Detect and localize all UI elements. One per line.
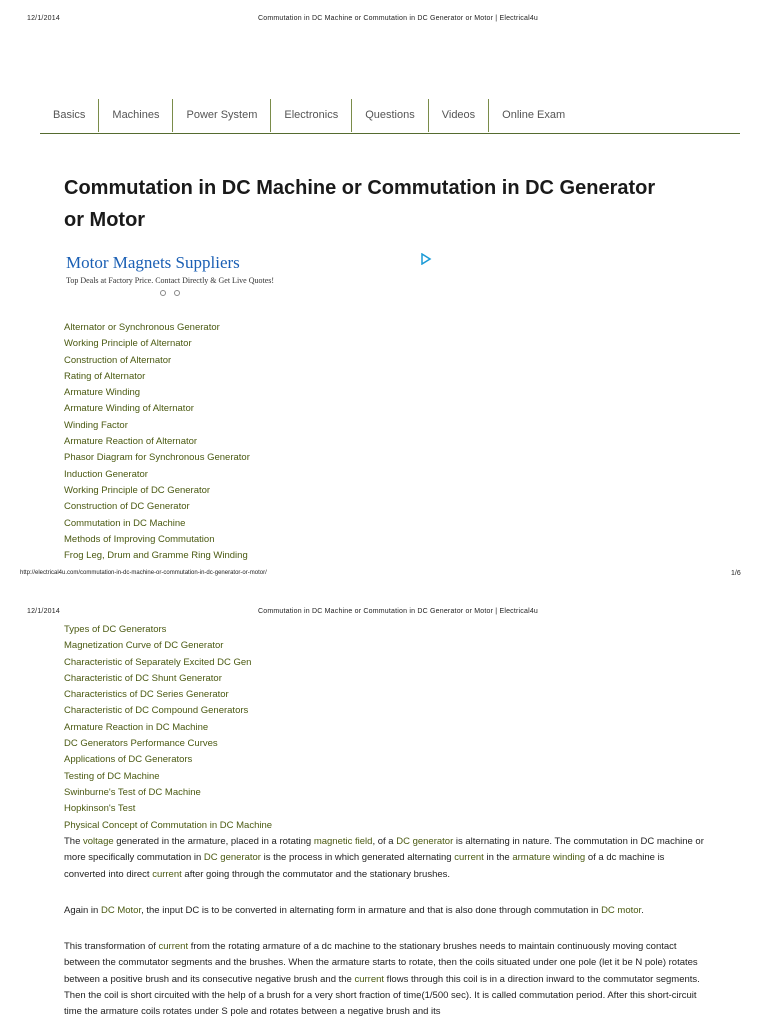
nav-tab-questions[interactable]: Questions bbox=[352, 99, 429, 132]
related-links-list bbox=[64, 622, 272, 834]
inline-link-current[interactable]: current bbox=[454, 852, 484, 864]
ad-title[interactable]: Motor Magnets Suppliers bbox=[66, 253, 240, 272]
related-link[interactable]: Working Principle of Alternator bbox=[64, 338, 192, 350]
inline-link-current[interactable]: current bbox=[152, 868, 182, 880]
nav-tab-videos[interactable]: Videos bbox=[429, 99, 489, 132]
ad-pagination bbox=[160, 290, 180, 296]
inline-link-dc-motor[interactable]: DC motor bbox=[601, 905, 642, 916]
paragraph-text: The bbox=[64, 836, 84, 847]
article-paragraph bbox=[64, 834, 704, 883]
related-link[interactable]: Frog Leg, Drum and Gramme Ring Winding bbox=[64, 550, 248, 562]
paragraph-text: This transformation of bbox=[64, 941, 159, 952]
nav-tab-basics[interactable]: Basics bbox=[40, 99, 99, 132]
print-header-title: Commutation in DC Machine or Commutation in DC Generator or Motor | Electrical4u bbox=[258, 608, 539, 615]
related-link[interactable]: Testing of DC Machine bbox=[64, 770, 160, 782]
paragraph-text: . bbox=[641, 905, 644, 916]
paragraph-text: of a dc machine is converted into direct bbox=[64, 852, 665, 880]
related-link[interactable]: Armature Reaction in DC Machine bbox=[64, 721, 209, 733]
related-link[interactable]: Applications of DC Generators bbox=[64, 754, 193, 766]
nav-tab-machines[interactable]: Machines bbox=[99, 99, 173, 132]
paragraph-text: from the rotating armature of a dc machine to the stationary brushes needs to maintain continuously moving contact between the commutator segments and the brushes. When the armature starts to rotate, then the coils situated under one pole (let it be N pole) rotates between a positive brush and its consecutive negative brush and the bbox=[64, 941, 698, 985]
print-footer-url: http://electrical4u.com/commutation-in-dc-machine-or-commutation-in-dc-generator-or-motor/ bbox=[20, 570, 267, 576]
page-title: Commutation in DC Machine or Commutation in DC Generator or Motor bbox=[64, 177, 656, 231]
paragraph-text: after going through the commutator and the stationary brushes. bbox=[181, 868, 451, 880]
nav-tab-online-exam[interactable]: Online Exam bbox=[502, 109, 566, 121]
inline-link-armature-winding[interactable]: armature winding bbox=[512, 852, 586, 864]
related-link[interactable]: Physical Concept of Commutation in DC Machine bbox=[64, 819, 273, 831]
paragraph-text: is the process in which generated alternating bbox=[260, 852, 455, 864]
ad-subtitle[interactable]: Top Deals at Factory Price. Contact Directly & Get Live Quotes! bbox=[66, 276, 275, 285]
related-link[interactable]: Types of DC Generators bbox=[64, 624, 167, 635]
print-footer-page: 1/6 bbox=[731, 570, 741, 577]
paragraph-text: is alternating in nature. The commutation in DC machine or more specifically commutation in bbox=[64, 836, 704, 864]
related-link[interactable]: Phasor Diagram for Synchronous Generator bbox=[64, 452, 250, 464]
related-link[interactable]: Alternator or Synchronous Generator bbox=[64, 322, 220, 333]
related-link[interactable]: Hopkinson's Test bbox=[64, 803, 136, 815]
ad-dot-icon[interactable] bbox=[174, 290, 180, 296]
related-link[interactable]: Characteristics of DC Series Generator bbox=[64, 689, 229, 701]
print-header-date: 12/1/2014 bbox=[27, 608, 60, 615]
paragraph-text: , the input DC is to be converted in alternating form in armature and that is also done through commutation in bbox=[141, 905, 602, 916]
paragraph-text: flows through this coil is in a direction inward to the commutator segments. Then the coil is short circuited with the help of a brush for a very short fraction of time(1/500 sec). It is called commutation period. After this short-circuit time the armature coils rotates under S pole and rotates between a negative brush and its bbox=[64, 973, 700, 1018]
nav-tab-electronics[interactable]: Electronics bbox=[271, 99, 352, 132]
related-link[interactable]: Armature Winding bbox=[64, 387, 141, 399]
related-link[interactable]: Construction of Alternator bbox=[64, 354, 172, 366]
related-link[interactable]: Characteristic of DC Compound Generators bbox=[64, 705, 249, 717]
paragraph-text: generated in the armature, placed in a rotating bbox=[113, 836, 314, 847]
related-link[interactable]: Induction Generator bbox=[64, 468, 148, 480]
paragraph-text: Again in bbox=[64, 905, 101, 916]
inline-link-current[interactable]: current bbox=[158, 941, 189, 952]
related-link[interactable]: Magnetization Curve of DC Generator bbox=[64, 640, 224, 652]
article-paragraph bbox=[64, 903, 704, 919]
related-link[interactable]: Commutation in DC Machine bbox=[64, 517, 186, 529]
nav-tab-power-system[interactable]: Power System bbox=[173, 99, 271, 132]
related-link[interactable]: Rating of Alternator bbox=[64, 370, 146, 382]
related-link[interactable]: Winding Factor bbox=[64, 419, 128, 431]
related-link[interactable]: Construction of DC Generator bbox=[64, 501, 190, 513]
inline-link-dc-generator[interactable]: DC generator bbox=[396, 836, 454, 847]
related-link[interactable]: Swinburne's Test of DC Machine bbox=[64, 786, 201, 798]
related-link[interactable]: Working Principle of DC Generator bbox=[64, 484, 211, 496]
paragraph-text: , of a bbox=[372, 836, 397, 847]
print-header-title: Commutation in DC Machine or Commutation in DC Generator or Motor | Electrical4u bbox=[258, 15, 539, 22]
ad-choices-icon[interactable] bbox=[420, 253, 432, 265]
related-link[interactable]: DC Generators Performance Curves bbox=[64, 738, 218, 750]
related-link[interactable]: Characteristic of DC Shunt Generator bbox=[64, 672, 222, 684]
ad-dot-icon[interactable] bbox=[160, 290, 166, 296]
article-paragraph bbox=[64, 939, 704, 1020]
related-link[interactable]: Characteristic of Separately Excited DC Gen bbox=[64, 656, 252, 668]
related-link[interactable]: Methods of Improving Commutation bbox=[64, 533, 215, 545]
inline-link-dc-motor[interactable]: DC Motor bbox=[100, 905, 142, 916]
inline-link-dc-generator[interactable]: DC generator bbox=[203, 852, 261, 864]
main-nav bbox=[40, 99, 740, 134]
print-header-date: 12/1/2014 bbox=[27, 15, 60, 22]
inline-link-voltage[interactable]: voltage bbox=[83, 836, 114, 847]
related-link[interactable]: Armature Reaction of Alternator bbox=[64, 436, 198, 448]
related-links-list bbox=[64, 320, 250, 564]
inline-link-current[interactable]: current bbox=[354, 973, 385, 985]
related-link[interactable]: Armature Winding of Alternator bbox=[64, 403, 194, 415]
paragraph-text: in the bbox=[483, 852, 513, 864]
inline-link-magnetic-field[interactable]: magnetic field bbox=[313, 836, 373, 847]
